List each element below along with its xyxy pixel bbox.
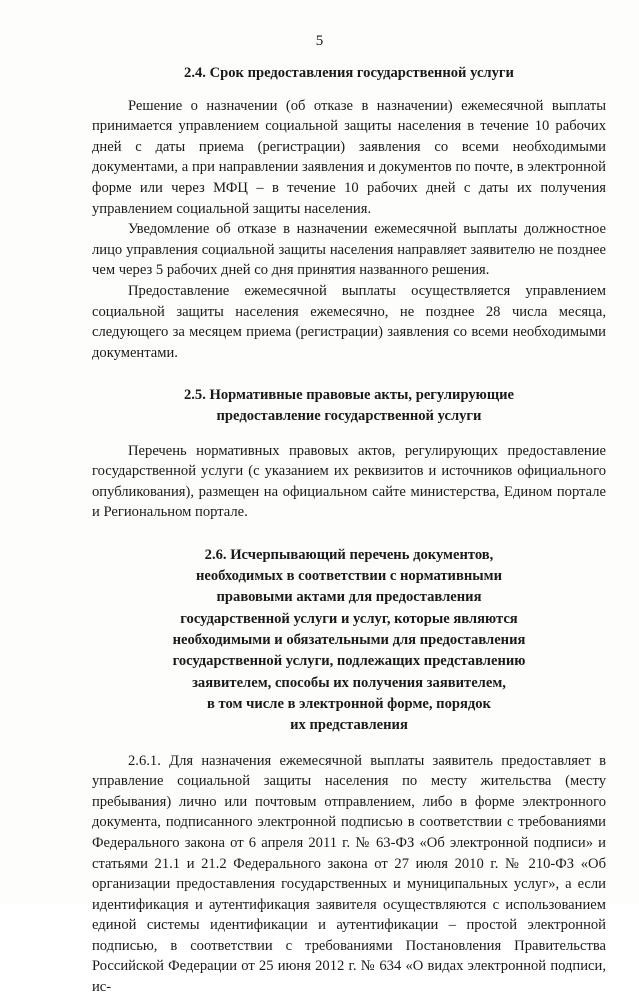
section-2-4-paragraph-2: Уведомление об отказе в назначении ежемесячной выплаты должностное лицо управления социальной защиты населения направляет заявителю не позднее чем через 5 рабочих дней со дня принятия названного решения. — [92, 221, 606, 279]
section-2-6-title-line: в том числе в электронной форме, порядок — [207, 695, 491, 712]
section-2-6-title-line: государственной услуги и услуг, которые являются — [180, 610, 518, 627]
section-2-5-paragraph-1: Перечень нормативных правовых актов, регулирующих предоставление государственной услуги (с указанием их реквизитов и источников официального опубликования), размещен на официальном сайте министерства, Едином портале и Региональном портале. — [92, 442, 606, 521]
section-2-4-paragraph-1: Решение о назначении (об отказе в назначении) ежемесячной выплаты принимается управлением социальной защиты населения в течение 10 рабочих дней с даты приема (регистрации) заявления со всеми необходимыми документами, а при направлении заявления и документов по почте, в электронной форме или через МФЦ – в течение 10 рабочих дней с даты их получения управлением социальной защиты населения. — [92, 97, 606, 217]
section-2-4-title: 2.4. Срок предоставления государственной услуги — [184, 65, 514, 81]
section-2-5-title-line: 2.5. Нормативные правовые акты, регулирующие — [183, 387, 515, 404]
section-2-6-title-line: необходимых в соответствии с нормативными — [196, 568, 502, 585]
section-2-6-title-line: их представления — [290, 717, 408, 734]
page-number: 5 — [315, 33, 324, 49]
section-2-6-title-line: государственной услуги, подлежащих представлению — [172, 653, 526, 670]
section-2-5-title — [92, 385, 606, 426]
section-2-6-1-paragraph: 2.6.1. Для назначения ежемесячной выплаты заявитель предоставляет в управление социальной защиты населения по месту жительства (месту пребывания) лично или почтовым отправлением, либо в форме электронного документа, подписанного электронной подписью в соответствии с требованиями Федерального закона от 6 апреля 2011 г. № 63-ФЗ «Об электронной подписи» и статьями 21.1 и 21.2 Федерального закона от 27 июля 2010 г. № 210-ФЗ «Об организации предоставления государственных и муниципальных услуг», а если идентификация и аутентификация заявителя осуществляются с использованием единой системы идентификации и аутентификации – простой электронной подписью, в соответствии с требованиями Постановления Правительства Российской Федерации от 25 июня 2012 г. № 634 «О видах электронной подписи, ис- — [92, 752, 606, 996]
section-2-4-paragraph-3: Предоставление ежемесячной выплаты осуществляется управлением социальной защиты населения ежемесячно, не позднее 28 числа месяца, следующего за месяцем приема (регистрации) заявления со всеми необходимыми документами. — [92, 282, 606, 361]
page-content — [92, 63, 606, 998]
section-2-5-title-line: предоставление государственной услуги — [216, 407, 482, 424]
section-2-6-title-line: 2.6. Исчерпывающий перечень документов, — [204, 546, 494, 563]
section-2-6-title-line: необходимыми и обязательными для предоставления — [172, 632, 526, 649]
section-2-6-title-line: правовыми актами для предоставления — [216, 589, 482, 606]
section-2-6-title — [92, 545, 606, 737]
section-2-6-title-line: заявителем, способы их получения заявителем, — [192, 674, 506, 691]
